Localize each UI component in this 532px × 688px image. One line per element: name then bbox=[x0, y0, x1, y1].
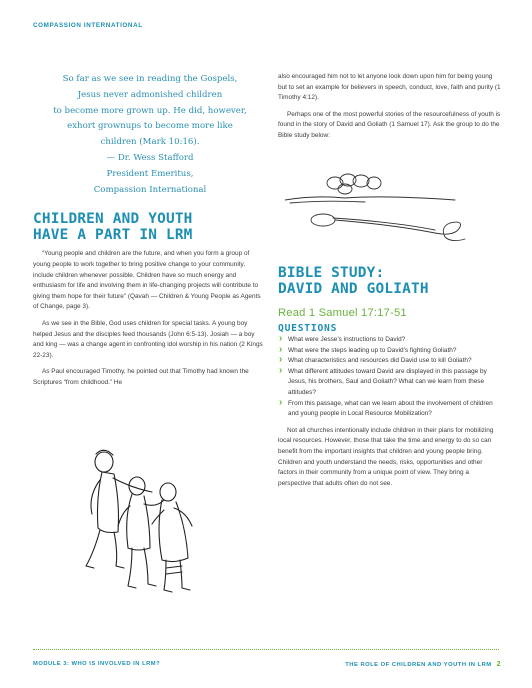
read-reference: Read 1 Samuel 17:17-51 bbox=[278, 307, 407, 319]
paragraph: Perhaps one of the most powerful stories of the resourcefulness of youth is found in the story of David and Goliath (1 Samuel 17). Ask the group to do the Bible study below: bbox=[278, 110, 501, 139]
questions-title: QUESTIONS bbox=[278, 323, 338, 334]
questions-list bbox=[278, 335, 503, 420]
right-column bbox=[278, 72, 503, 148]
left-column bbox=[33, 72, 263, 395]
right-intro bbox=[278, 72, 503, 142]
page-number: 2 bbox=[496, 661, 501, 668]
quote-line: children (Mark 10:16). bbox=[100, 137, 200, 148]
paragraph: As we see in the Bible, God uses children for special tasks. A young boy helped Jesus and the disciples feed thousands (John 6:5-13). Josiah — a boy and king — was a change agent in confronting idol worship in his nation (2 Kings 22-23). bbox=[33, 319, 263, 359]
paragraph: “Young people and children are the future, and when you form a group of young people to work together to bring positive change to your community, include children whenever possible. Children have so much energy and enthusiasm for life and involving them in life-changing projects will contribute to giving them hope for their future” (Qavah — Children & Young People as Agents of Change, page 3). bbox=[33, 250, 261, 311]
list-item: › What were Jesse’s instructions to David? bbox=[278, 335, 503, 346]
quote-line: So far as we see in reading the Gospels, bbox=[62, 74, 238, 84]
quote-attribution: President Emeritus, bbox=[106, 168, 194, 179]
list-item: › What different attitudes toward David are displayed in this passage by Jesus, his brothers, Saul and Goliath? What can we learn from these attitudes? bbox=[278, 367, 503, 399]
list-item: › What characteristics and resources did David use to kill Goliath? bbox=[278, 356, 503, 367]
study-title-line: DAVID AND GOLIATH bbox=[278, 280, 429, 297]
section-title-line: HAVE A PART IN LRM bbox=[33, 226, 193, 243]
paragraph: Not all churches intentionally include children in their plans for mobilizing local resources. However, those that take the time and energy to do so can benefit from the important insights that children and young people bring. Children and youth understand the needs, risks, opportunities and other factors in their community from a unique point of view. They bring a perspective that adults often do not see. bbox=[278, 426, 494, 487]
footer-section-title: THE ROLE OF CHILDREN AND YOUTH IN LRM bbox=[345, 662, 492, 668]
section-title bbox=[33, 212, 263, 243]
paragraph: As Paul encouraged Timothy, he pointed out that Timothy had known the Scriptures “from childhood.” He bbox=[33, 368, 249, 386]
pull-quote bbox=[47, 72, 253, 198]
footer-divider bbox=[33, 649, 499, 650]
quote-attribution: Compassion International bbox=[93, 184, 207, 195]
study-title bbox=[278, 266, 503, 297]
study-title-line: BIBLE STUDY: bbox=[278, 265, 385, 281]
closing-block bbox=[278, 426, 503, 490]
header-org: COMPASSION INTERNATIONAL bbox=[33, 22, 143, 29]
quote-line: to become more grown up. He did, however, bbox=[53, 105, 247, 116]
list-item: › What were the steps leading up to David’s fighting Goliath? bbox=[278, 346, 503, 357]
quote-attribution: — Dr. Wess Stafford bbox=[106, 152, 194, 163]
slingshot-stones-illustration bbox=[285, 165, 485, 250]
list-item: › From this passage, what can we learn about the involvement of children and young people in Local Resource Mobilization? bbox=[278, 399, 503, 420]
paragraph: also encouraged him not to let anyone look down upon him for being young but to set an example for believers in speech, conduct, love, faith and purity (1 Timothy 4:12). bbox=[278, 73, 501, 102]
footer-section bbox=[345, 661, 501, 668]
section-title-line: CHILDREN AND YOUTH bbox=[33, 211, 193, 228]
section-body bbox=[33, 249, 263, 388]
quote-line: exhort grownups to become more like bbox=[67, 121, 233, 132]
footer-module: MODULE 3: WHO IS INVOLVED IN LRM? bbox=[33, 661, 161, 667]
bible-study-block bbox=[278, 266, 503, 495]
quote-line: Jesus never admonished children bbox=[77, 89, 223, 100]
children-sketch-illustration bbox=[82, 448, 202, 598]
